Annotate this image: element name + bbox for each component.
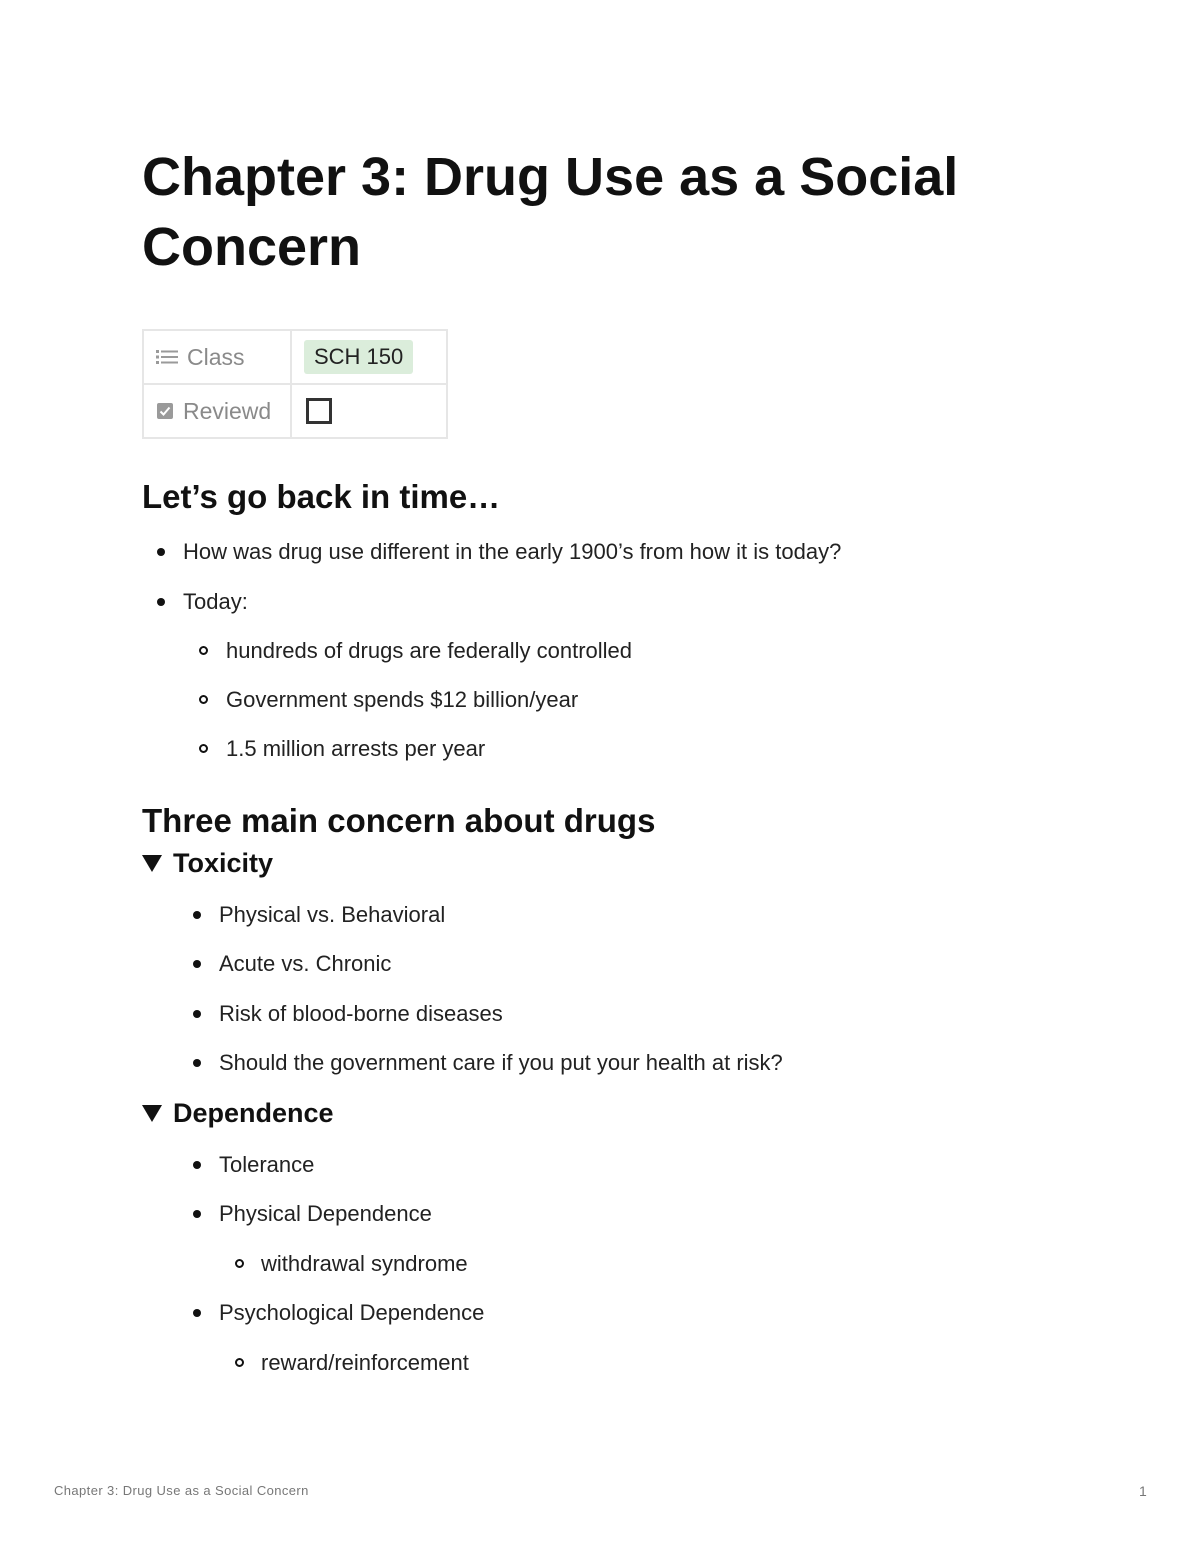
footer-title: Chapter 3: Drug Use as a Social Concern <box>54 1483 309 1498</box>
section-heading-back-in-time: Let’s go back in time… <box>142 478 501 515</box>
sub-bullet-icon <box>199 744 208 753</box>
toggle-label: Dependence <box>173 1098 334 1128</box>
list-item: Psychological Dependence <box>219 1300 485 1325</box>
sub-bullet-icon <box>199 646 208 655</box>
list-item: Should the government care if you put your health at risk? <box>219 1050 783 1075</box>
bullet-icon <box>193 1059 201 1067</box>
list-item: Acute vs. Chronic <box>219 951 392 976</box>
toggle-triangle-icon[interactable] <box>142 1105 162 1122</box>
bullet-icon <box>157 548 165 556</box>
list-icon <box>156 349 178 365</box>
sub-bullet-icon <box>235 1358 244 1367</box>
list-item: Physical Dependence <box>219 1201 432 1226</box>
list-item: Government spends $12 billion/year <box>226 687 579 712</box>
bullet-icon <box>193 960 201 968</box>
checkbox-property-icon <box>156 402 174 420</box>
toggle-dependence[interactable] <box>142 1098 334 1129</box>
list-item: Tolerance <box>219 1152 315 1177</box>
property-row-class <box>143 330 447 384</box>
list-item: Today: <box>183 589 248 614</box>
toggle-triangle-icon[interactable] <box>142 855 162 872</box>
list-item: withdrawal syndrome <box>261 1251 468 1276</box>
reviewed-label: Reviewd <box>183 397 272 424</box>
class-label: Class <box>187 343 245 370</box>
reviewed-checkbox[interactable] <box>306 398 332 424</box>
sub-bullet-icon <box>235 1259 244 1268</box>
list-item: 1.5 million arrests per year <box>226 736 486 761</box>
section-heading-three-concerns: Three main concern about drugs <box>142 802 656 839</box>
toggle-toxicity[interactable] <box>142 848 273 879</box>
bullet-icon <box>193 1161 201 1169</box>
bullet-icon <box>193 1309 201 1317</box>
class-tag[interactable]: SCH 150 <box>304 340 413 374</box>
bullet-icon <box>193 1010 201 1018</box>
page-title: Chapter 3: Drug Use as a Social Concern <box>142 147 959 277</box>
bullet-icon <box>193 911 201 919</box>
sub-bullet-icon <box>199 695 208 704</box>
bullet-icon <box>193 1210 201 1218</box>
property-row-reviewed <box>143 384 447 438</box>
bullet-icon <box>157 598 165 606</box>
list-item: Risk of blood-borne diseases <box>219 1001 503 1026</box>
list-item: How was drug use different in the early 1900’s from how it is today? <box>183 539 842 564</box>
list-item: hundreds of drugs are federally controlled <box>226 638 633 663</box>
list-item: reward/reinforcement <box>261 1350 469 1375</box>
list-item: Physical vs. Behavioral <box>219 902 446 927</box>
toggle-label: Toxicity <box>173 848 274 878</box>
properties-table <box>142 329 448 439</box>
page-number: 1 <box>1139 1483 1147 1499</box>
